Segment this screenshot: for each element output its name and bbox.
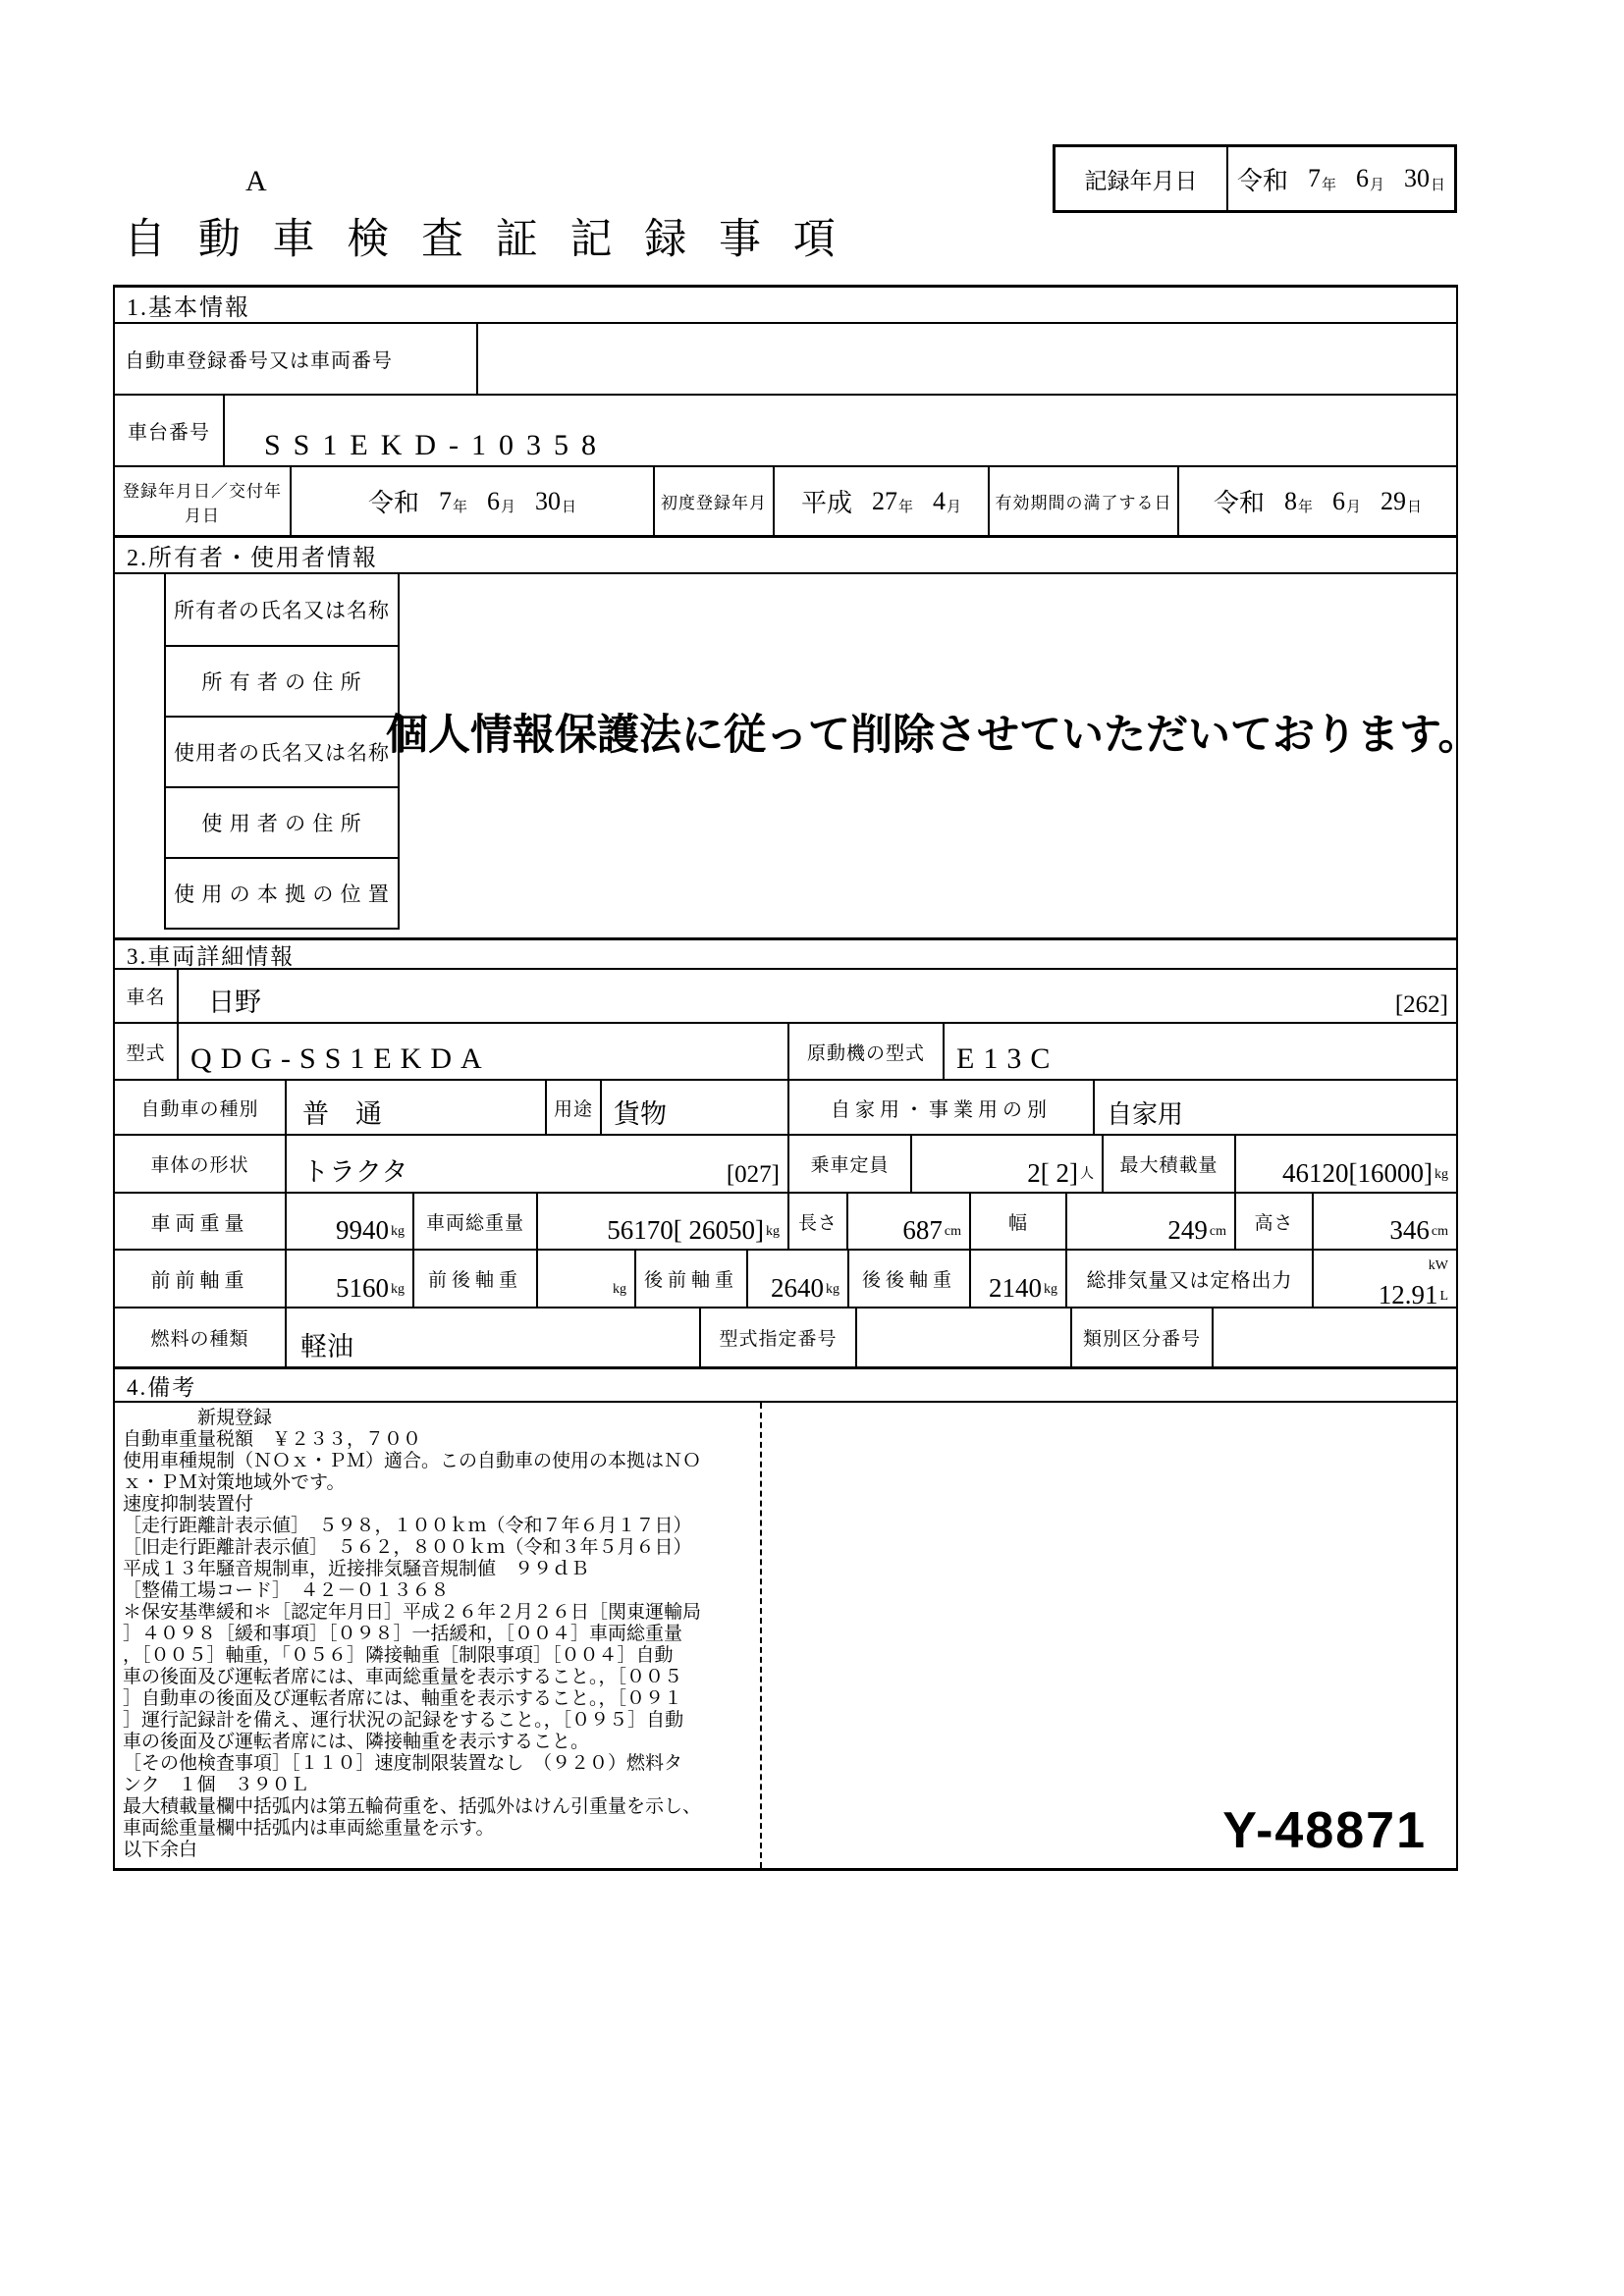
axle-front-rear-label: 前後軸重	[414, 1251, 538, 1307]
main-table	[113, 285, 1481, 1871]
axle-rear-rear-value: 2140 kg	[971, 1251, 1067, 1307]
displacement-label: 総排気量又は定格出力	[1067, 1251, 1314, 1307]
remarks-line: 自動車重量税額 ￥２３３，７００	[123, 1429, 422, 1450]
height-label: 高さ	[1236, 1194, 1314, 1249]
remarks-line: ［整備工場コード］ ４２－０１３６８	[123, 1580, 450, 1601]
gross-weight-label: 車両総重量	[414, 1194, 538, 1249]
row-dates	[115, 467, 1456, 535]
remarks-divider	[760, 1403, 762, 1868]
axle-front-front-value: 5160 kg	[287, 1251, 414, 1307]
type-cert-number-value	[857, 1308, 1072, 1366]
base-location-label: 使 用 の 本 拠 の 位 置	[164, 857, 400, 930]
era: 令和	[1236, 166, 1288, 195]
remarks-line: 平成１３年騒音規制車，近接排気騒音規制値 ９９ｄＢ	[123, 1559, 590, 1579]
model-value: QDG-SS1EKDA	[179, 1024, 789, 1079]
remarks-line: ＊保安基準緩和＊［認定年月日］平成２６年２月２６日［関東運輸局	[123, 1602, 702, 1623]
owner-address-label: 所 有 者 の 住 所	[164, 645, 400, 718]
category-value: 普 通	[287, 1081, 547, 1134]
corner-mark: A	[245, 165, 267, 197]
user-name-label: 使用者の氏名又は名称	[164, 716, 400, 788]
height-value: 346 cm	[1389, 1215, 1448, 1245]
vehicle-weight-label: 車両重量	[115, 1194, 287, 1249]
type-cert-number-label: 型式指定番号	[701, 1308, 857, 1366]
axle-front-front-label: 前前軸重	[115, 1251, 287, 1307]
remarks-line: ンク １個 ３９０Ｌ	[123, 1775, 309, 1795]
width-label: 幅	[971, 1194, 1067, 1249]
width-value: 249 cm	[1067, 1194, 1236, 1249]
displacement-value: kW 12.91 L	[1314, 1251, 1456, 1307]
vehicle-name-code: [262]	[1394, 991, 1448, 1018]
row-axle-weights	[115, 1251, 1456, 1308]
expiry-date-label: 有効期間の満了する日	[990, 467, 1179, 535]
fuel-type-value: 軽油	[287, 1308, 701, 1366]
category-label: 自動車の種別	[115, 1081, 287, 1134]
use-label: 用途	[547, 1081, 602, 1134]
first-registration-label: 初度登録年月	[655, 467, 775, 535]
remarks-line: ］４０９８［緩和事項］［０９８］一括緩和，［００４］車両総重量	[123, 1624, 683, 1644]
vehicle-weight-value: 9940 kg	[287, 1194, 414, 1249]
owner-name-label: 所有者の氏名又は名称	[164, 574, 400, 647]
class-number-value	[1214, 1308, 1456, 1366]
registration-number-label: 自動車登録番号又は車両番号	[115, 324, 478, 394]
owner-label-column	[164, 574, 400, 930]
first-registration-value: 平成 27 年 4 月	[775, 467, 990, 535]
registration-date-value: 令和 7 年 6 月 30 日	[292, 467, 655, 535]
row-model	[115, 1024, 1456, 1081]
record-date-box	[1053, 144, 1457, 213]
remarks-line: 以下余白	[123, 1840, 198, 1860]
body-shape-label: 車体の形状	[115, 1136, 287, 1192]
expiry-date-value: 令和 8 年 6 月 29 日	[1213, 486, 1423, 517]
seating-capacity-value: 2[ 2] 人	[912, 1136, 1104, 1192]
max-load-label: 最大積載量	[1104, 1136, 1236, 1192]
remarks-line: ［その他検査事項］［１１０］速度制限装置なし （９２０）燃料タ	[123, 1753, 683, 1774]
kw-unit: kW	[1428, 1258, 1448, 1273]
gross-weight-value: 56170[ 26050] kg	[538, 1194, 789, 1249]
fuel-type-label: 燃料の種類	[115, 1308, 287, 1366]
axle-front-rear-value: kg	[538, 1251, 636, 1307]
section-basic-header: 1.基本情報	[115, 285, 1456, 324]
seating-capacity-label: 乗車定員	[789, 1136, 912, 1192]
remarks-text	[123, 1408, 759, 1861]
remarks-line: 使用車種規制（ＮＯｘ・ＰＭ）適合。この自動車の使用の本拠はＮＯ	[123, 1451, 702, 1471]
section-owner-header: 2.所有者・使用者情報	[115, 535, 1456, 574]
use-value: 貨物	[602, 1081, 789, 1134]
remarks-line: ］自動車の後面及び運転者席には、軸重を表示すること。，［０９１	[123, 1688, 683, 1709]
record-date-label: 記録年月日	[1056, 147, 1228, 210]
remarks-line: ［走行距離計表示値］ ５９８，１００ｋｍ（令和７年６月１７日）	[123, 1516, 692, 1536]
length-label: 長さ	[789, 1194, 848, 1249]
owner-section-body	[115, 574, 1481, 937]
section-remarks-header: 4.備考	[115, 1366, 1456, 1403]
max-load-value: 46120[16000] kg	[1282, 1158, 1448, 1188]
chassis-number-label: 車台番号	[115, 396, 225, 465]
row-vehicle-name	[115, 970, 1456, 1024]
user-address-label: 使 用 者 の 住 所	[164, 786, 400, 859]
engine-model-label: 原動機の型式	[789, 1024, 945, 1079]
remarks-line: ，［００５］軸重，「０５６］隣接軸重［制限事項］［００４］自動	[123, 1645, 674, 1666]
vehicle-name-value: 日野 [262]	[208, 988, 1448, 1018]
section-vehicle-header: 3.車両詳細情報	[115, 937, 1456, 970]
row-fuel	[115, 1308, 1456, 1366]
length-value: 687 cm	[848, 1194, 971, 1249]
remarks-line: 車の後面及び運転者席には、隣接軸重を表示すること。	[123, 1732, 590, 1752]
row-category	[115, 1081, 1456, 1136]
body-shape-code: [027]	[726, 1161, 780, 1188]
model-label: 型式	[115, 1024, 179, 1079]
axle-rear-front-value: 2640 kg	[748, 1251, 849, 1307]
body-shape-value: トラクタ [027]	[287, 1136, 789, 1192]
record-date-value: 令和 7 年 6 月 30 日	[1228, 147, 1454, 210]
row-registration-number	[115, 324, 1456, 396]
class-number-label: 類別区分番号	[1072, 1308, 1214, 1366]
remarks-line: 車の後面及び運転者席には、車両総重量を表示すること。，［００５	[123, 1667, 683, 1687]
private-business-label: 自家用・事業用の別	[789, 1081, 1095, 1134]
registration-number-value	[478, 324, 1456, 394]
remarks-line: ］運行記録計を備え、運行状況の記録をすること。，［０９５］自動	[123, 1710, 684, 1731]
private-business-value: 自家用	[1107, 1100, 1184, 1129]
registration-date-label: 登録年月日／交付年月日	[115, 467, 292, 535]
row-weights	[115, 1194, 1456, 1251]
privacy-redaction-notice: 個人情報保護法に従って削除させていただいております。	[386, 712, 1481, 759]
chassis-number-value: SS1EKD-10358	[264, 429, 610, 461]
document-number: Y-48871	[1222, 1802, 1427, 1859]
page-title: 自 動 車 検 査 証 記 録 事 項	[124, 217, 846, 263]
vehicle-name-label: 車名	[115, 970, 179, 1022]
row-body-shape	[115, 1136, 1456, 1194]
remarks-line: 最大積載量欄中括弧内は第五輪荷重を、括弧外はけん引重量を示し、	[123, 1796, 702, 1817]
remarks-line: 新規登録	[123, 1408, 273, 1428]
remarks-line: 速度抑制装置付	[123, 1494, 254, 1515]
remarks-line: 車両総重量欄中括弧内は車両総重量を示す。	[123, 1818, 495, 1839]
axle-rear-front-label: 後前軸重	[636, 1251, 748, 1307]
remarks-line: ［旧走行距離計表示値］ ５６２，８００ｋｍ（令和３年５月６日）	[123, 1537, 692, 1558]
liter-unit: L	[1439, 1289, 1448, 1304]
remarks-body	[115, 1403, 1456, 1871]
engine-model-value: E13C	[956, 1042, 1059, 1075]
axle-rear-rear-label: 後後軸重	[849, 1251, 971, 1307]
remarks-line: ｘ・ＰＭ対策地域外です。	[123, 1472, 346, 1493]
row-chassis-number	[115, 396, 1456, 467]
